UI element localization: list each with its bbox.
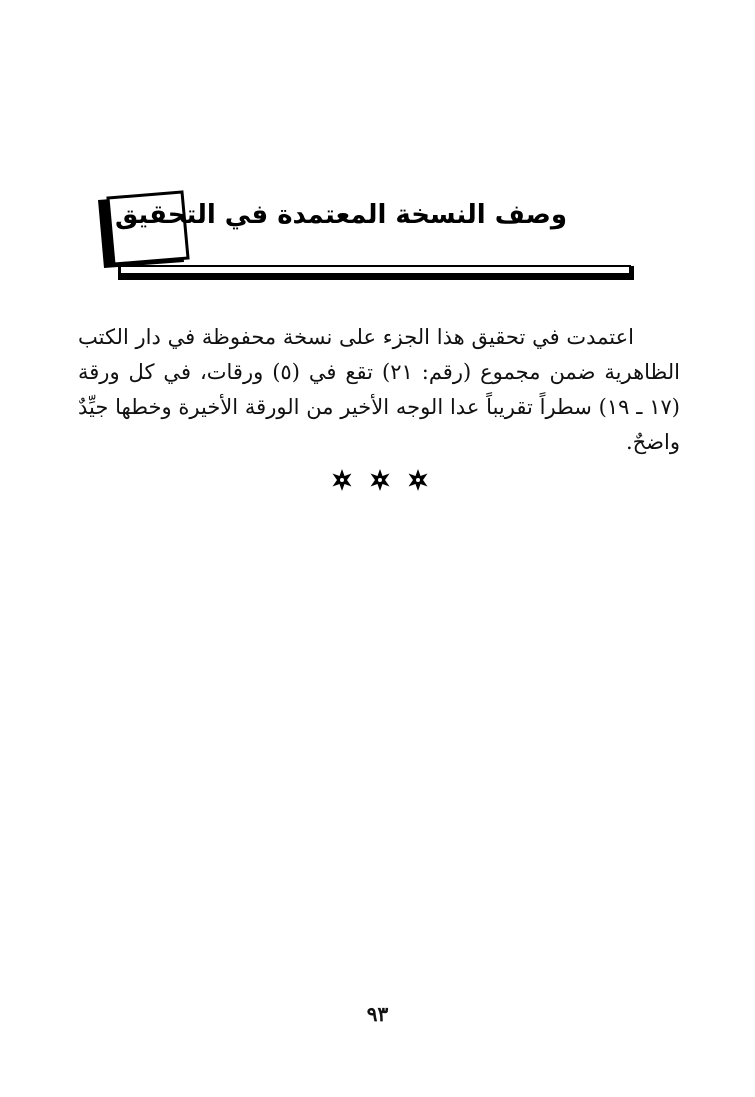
page-number: ٩٣ (366, 1002, 389, 1026)
star-ornament-icon (330, 468, 354, 492)
star-ornament-icon (368, 468, 392, 492)
section-title: وصف النسخة المعتمدة في التحقيق (114, 200, 567, 230)
heading-frame-ornament (94, 182, 639, 286)
body-text (78, 320, 680, 460)
paragraph: اعتمدت في تحقيق هذا الجزء على نسخة محفوظة في دار الكتب الظاهرية ضمن مجموع (رقم: ٢١) تقع في (٥) ورقات، في كل ورقة (١٧ ـ ١٩) سطراً تقريباً عدا الوجه الأخير من الورقة الأخيرة وخطها جيِّدٌ واضحٌ. (78, 325, 681, 454)
section-separator (330, 467, 430, 493)
star-ornament-icon (406, 468, 430, 492)
